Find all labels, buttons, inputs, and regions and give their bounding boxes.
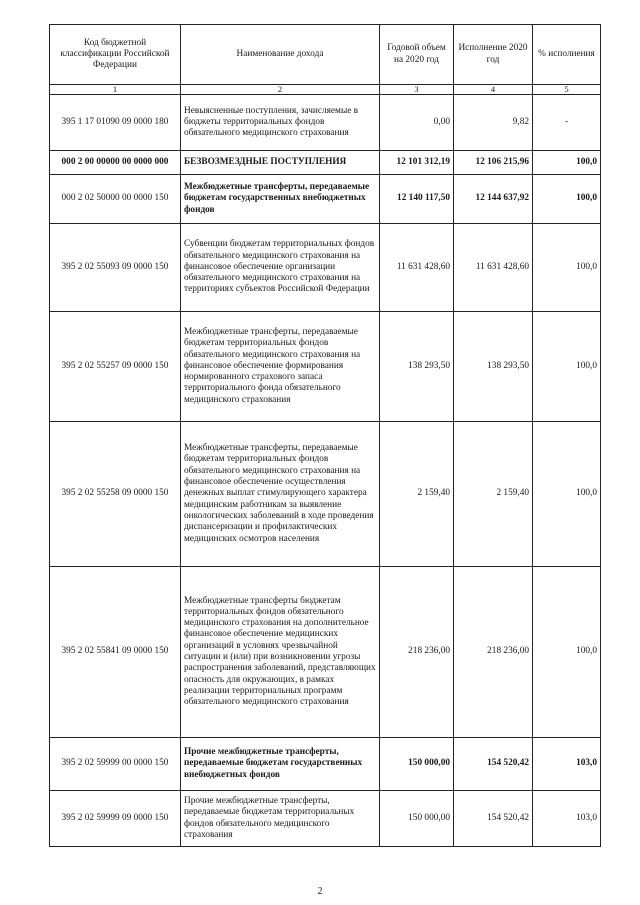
row-actual: 9,82 [454,95,533,151]
row-name: БЕЗВОЗМЕЗДНЫЕ ПОСТУПЛЕНИЯ [181,151,380,175]
table-row [50,151,601,175]
row-code: 395 2 02 59999 09 0000 150 [50,791,181,847]
row-percent: 100,0 [533,567,601,738]
row-actual: 12 144 637,92 [454,175,533,224]
row-actual: 154 520,42 [454,738,533,791]
row-actual: 2 159,40 [454,422,533,567]
row-plan: 2 159,40 [380,422,454,567]
row-percent: 103,0 [533,738,601,791]
table-row [50,422,601,567]
row-name: Межбюджетные трансферты, передаваемые бюджетам территориальных фондов обязательного медицинского страхования на финансовое обеспечение осуществления денежных выплат стимулирующего характера медицинским работникам за выявление онкологических заболеваний в ходе проведения диспансеризации и профилактических медицинских осмотров населения [181,422,380,567]
row-name: Межбюджетные трансферты бюджетам территориальных фондов обязательного медицинского страхования на дополнительное финансовое обеспечение медицинских организаций в условиях чрезвычайной ситуации и (или) при возникновении угрозы распространения заболеваний, представляющих опасность для окружающих, в рамках реализации территориальных программ обязательного медицинского страхования [181,567,380,738]
table-row [50,567,601,738]
row-actual: 218 236,00 [454,567,533,738]
row-name: Субвенции бюджетам территориальных фондов обязательного медицинского страхования на финансовое обеспечение организации обязательного медицинского страхования на территориях субъектов Российской Федерации [181,224,380,312]
row-name: Прочие межбюджетные трансферты, передаваемые бюджетам территориальных фондов обязательного медицинского страхования [181,791,380,847]
row-percent: 100,0 [533,224,601,312]
row-plan: 150 000,00 [380,738,454,791]
row-percent: 100,0 [533,151,601,175]
row-actual: 11 631 428,60 [454,224,533,312]
table-row [50,312,601,422]
row-percent: - [533,95,601,151]
row-plan: 11 631 428,60 [380,224,454,312]
column-number: 4 [454,85,533,95]
table-row [50,738,601,791]
row-plan: 12 140 117,50 [380,175,454,224]
column-number: 3 [380,85,454,95]
table-row [50,175,601,224]
row-plan: 150 000,00 [380,791,454,847]
row-name: Межбюджетные трансферты, передаваемые бюджетам государственных внебюджетных фондов [181,175,380,224]
row-code: 395 2 02 55093 09 0000 150 [50,224,181,312]
table-row [50,791,601,847]
row-percent: 100,0 [533,312,601,422]
header-percent: % исполнения [533,25,601,85]
header-row [50,25,601,85]
page-number: 2 [317,886,323,897]
row-code: 395 2 02 55841 09 0000 150 [50,567,181,738]
row-plan: 0,00 [380,95,454,151]
row-name: Межбюджетные трансферты, передаваемые бюджетам территориальных фондов обязательного медицинского страхования на финансовое обеспечение формирования нормированного страхового запаса территориального фонда обязательного медицинского страхования [181,312,380,422]
row-plan: 12 101 312,19 [380,151,454,175]
row-percent: 100,0 [533,422,601,567]
column-number: 2 [181,85,380,95]
row-plan: 218 236,00 [380,567,454,738]
budget-revenue-table [49,24,601,847]
column-number: 1 [50,85,181,95]
table-row [50,224,601,312]
row-code: 000 2 02 50000 00 0000 150 [50,175,181,224]
row-code: 395 2 02 59999 00 0000 150 [50,738,181,791]
header-name: Наименование дохода [181,25,380,85]
header-actual: Исполнение 2020 год [454,25,533,85]
row-actual: 138 293,50 [454,312,533,422]
row-plan: 138 293,50 [380,312,454,422]
row-name: Невыясненные поступления, зачисляемые в бюджеты территориальных фондов обязательного медицинского страхования [181,95,380,151]
header-code: Код бюджетной классификации Российской Федерации [50,25,181,85]
column-number: 5 [533,85,601,95]
row-actual: 12 106 215,96 [454,151,533,175]
header-plan: Годовой объем на 2020 год [380,25,454,85]
row-code: 395 2 02 55258 09 0000 150 [50,422,181,567]
column-number-row [50,85,601,95]
row-code: 000 2 00 00000 00 0000 000 [50,151,181,175]
row-code: 395 1 17 01090 09 0000 180 [50,95,181,151]
row-code: 395 2 02 55257 09 0000 150 [50,312,181,422]
row-actual: 154 520,42 [454,791,533,847]
row-name: Прочие межбюджетные трансферты, передаваемые бюджетам государственных внебюджетных фондов [181,738,380,791]
table-row [50,95,601,151]
row-percent: 103,0 [533,791,601,847]
row-percent: 100,0 [533,175,601,224]
